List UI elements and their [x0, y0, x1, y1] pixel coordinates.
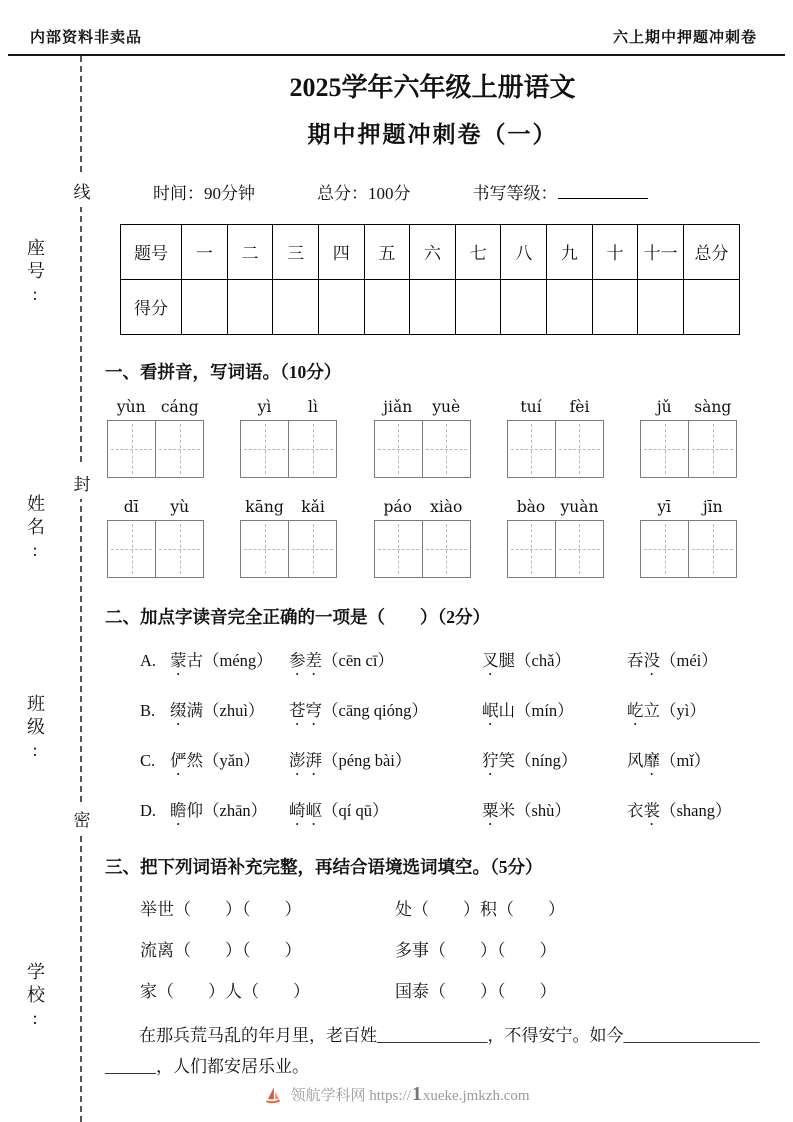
writing-grid-group: [240, 420, 337, 478]
header-left-text: 内部资料非卖品: [30, 30, 143, 46]
score-table-body: [121, 224, 740, 334]
score-cell-empty: [410, 279, 456, 334]
writing-grid-cell: [108, 521, 155, 577]
page-header: [30, 26, 757, 47]
choice-option-word: 苍穹（cāng qióng）: [289, 700, 428, 720]
page-number: 1: [411, 1083, 422, 1105]
writing-grid-cell: [508, 521, 555, 577]
writing-grid-group: [640, 520, 737, 578]
choice-option-word: 缀满（zhuì）: [170, 700, 265, 720]
choice-option-word: 叉腿（chǎ）: [482, 650, 571, 670]
pinyin-group: [107, 498, 204, 516]
choice-option-word: 吞没（méi）: [627, 650, 718, 670]
score-table-header-cell: 题号: [121, 224, 182, 279]
pinyin-syllable: dī: [123, 497, 139, 516]
pinyin-syllable: jīn: [702, 497, 723, 516]
choice-option-word: 崎岖（qí qū）: [289, 800, 389, 820]
pinyin-syllable: jǔ: [656, 397, 672, 416]
pinyin-row: [107, 498, 737, 516]
pinyin-syllable: xiào: [430, 497, 463, 516]
pinyin-group: [240, 498, 337, 516]
score-table-header-cell: 三: [273, 224, 319, 279]
writing-grid-cell: [688, 521, 736, 577]
fold-label-line: 线: [72, 174, 92, 207]
writing-grade-label: 书写等级：: [472, 183, 558, 203]
writing-grid-group: [640, 420, 737, 478]
fill-word-row: [140, 895, 760, 920]
fill-word-right: 处（ ）积（ ）: [395, 899, 565, 919]
pinyin-group: [507, 498, 604, 516]
pinyin-syllable: kāng: [245, 497, 284, 516]
choice-option-word: 参差（cēn cī）: [289, 650, 394, 670]
writing-grid-cell: [241, 421, 288, 477]
fill-word-row: [140, 977, 760, 1002]
header-right-text: 六上期中押题冲刺卷: [612, 30, 757, 46]
choice-option-word: 俨然（yǎn）: [170, 750, 260, 770]
fold-label-seal: 封: [72, 466, 92, 499]
choice-option-label: B.: [140, 700, 156, 720]
pinyin-group: [107, 398, 204, 416]
writing-grid-cell: [288, 521, 336, 577]
pinyin-group: [374, 498, 471, 516]
score-table-header-cell: 十一: [638, 224, 684, 279]
choice-option-word: 狞笑（níng）: [482, 750, 578, 770]
site-logo-icon: [263, 1085, 283, 1105]
score-table-header-cell: 总分: [684, 224, 740, 279]
choice-option-label: D.: [140, 800, 157, 820]
score-table-header-cell: 五: [364, 224, 410, 279]
header-divider: [8, 54, 785, 56]
score-table-header-cell: 八: [501, 224, 547, 279]
writing-grid-row: [107, 520, 737, 578]
writing-grid-cell: [155, 421, 203, 477]
writing-grade-blank: [558, 184, 648, 199]
footer-text-pre: 领航学科网 https://: [290, 1088, 411, 1104]
choice-option-label: C.: [140, 750, 156, 770]
writing-grid-cell: [555, 421, 603, 477]
score-cell-empty: [364, 279, 410, 334]
section1-heading: 一、看拼音，写词语。（10分）: [105, 361, 342, 382]
choice-option-word: 风靡（mǐ）: [627, 750, 711, 770]
pinyin-syllable: bào: [516, 497, 546, 516]
fill-word-right: 多事（ ）（ ）: [395, 940, 557, 960]
writing-grid-cell: [241, 521, 288, 577]
name-field: 姓名:: [25, 494, 45, 565]
pinyin-syllable: yì: [257, 397, 272, 416]
choice-option-row: [140, 697, 760, 729]
score-cell-empty: [638, 279, 684, 334]
choice-option-row: [140, 797, 760, 829]
choice-options: [105, 647, 760, 829]
writing-grid-cell: [288, 421, 336, 477]
pinyin-group: [374, 398, 471, 416]
score-cell-empty: [227, 279, 273, 334]
score-table-header-cell: 九: [547, 224, 593, 279]
pinyin-syllable: lì: [308, 397, 318, 416]
pinyin-group: [507, 398, 604, 416]
fill-word-left: 流离（ ）（ ）: [140, 940, 302, 960]
choice-option-word: 衣裳（shang）: [627, 800, 732, 820]
footer-text-post: xueke.jmkzh.com: [422, 1088, 530, 1104]
exam-title-line1: 2025学年六年级上册语文: [289, 73, 576, 102]
choice-option-word: 粟米（shù）: [482, 800, 571, 820]
writing-grid-cell: [422, 421, 470, 477]
score-table-score-row: [121, 279, 740, 334]
score-cell-empty: [182, 279, 228, 334]
pinyin-syllable: yuè: [432, 397, 461, 416]
choice-option-row: [140, 647, 760, 679]
score-cell-empty: [455, 279, 501, 334]
pinyin-syllable: sàng: [694, 397, 732, 416]
writing-grid-group: [240, 520, 337, 578]
writing-grid-group: [107, 420, 204, 478]
choice-option-word: 澎湃（péng bài）: [289, 750, 412, 770]
fill-word-row: [140, 936, 760, 961]
writing-grid-group: [374, 520, 471, 578]
writing-grid-group: [507, 420, 604, 478]
page-footer: [0, 1083, 793, 1106]
section2-heading: 二、加点字读音完全正确的一项是（ ）（2分）: [105, 606, 490, 627]
school-field: 学校:: [25, 962, 45, 1033]
writing-grid-cell: [555, 521, 603, 577]
pinyin-group: [640, 398, 737, 416]
choice-option-label: A.: [140, 650, 157, 670]
pinyin-group: [640, 498, 737, 516]
writing-grid-cell: [508, 421, 555, 477]
pinyin-syllable: kǎi: [301, 497, 325, 516]
score-cell-empty: [592, 279, 638, 334]
score-row-label: 得分: [121, 279, 182, 334]
score-table-header-cell: 一: [182, 224, 228, 279]
pinyin-syllable: yù: [170, 497, 190, 516]
choice-option-word: 屹立（yì）: [627, 700, 706, 720]
fill-word-left: 家（ ）人（ ）: [140, 981, 310, 1001]
context-paragraph: 在那兵荒马乱的年月里，老百姓_____________，不得安宁。如今______________________，人们都安居乐业。: [105, 1025, 760, 1077]
writing-grade: [473, 179, 648, 204]
pinyin-syllable: cáng: [160, 397, 199, 416]
writing-grid-row: [107, 420, 737, 478]
writing-grid-group: [107, 520, 204, 578]
exam-total-text: 总分：100分: [317, 183, 411, 203]
pinyin-syllable: fèi: [569, 397, 590, 416]
pinyin-syllable: yī: [657, 497, 672, 516]
score-table-header-cell: 二: [227, 224, 273, 279]
writing-grid-cell: [422, 521, 470, 577]
writing-grid-cell: [155, 521, 203, 577]
fold-dashed-line: [80, 56, 82, 1122]
score-cell-empty: [684, 279, 740, 334]
class-field: 班级:: [25, 694, 45, 765]
seat-number-field: 座号:: [25, 238, 45, 309]
score-table-header-cell: 四: [318, 224, 364, 279]
fill-word-left: 举世（ ）（ ）: [140, 899, 302, 919]
score-cell-empty: [273, 279, 319, 334]
exam-info-row: [105, 179, 760, 204]
score-cell-empty: [501, 279, 547, 334]
exam-title-line2: 期中押题冲刺卷（一）: [307, 122, 558, 148]
choice-option-word: 岷山（mín）: [482, 700, 574, 720]
footer-site-text: [290, 1083, 529, 1106]
pinyin-syllable: yuàn: [560, 497, 599, 516]
score-table-header-cell: 十: [592, 224, 638, 279]
pinyin-syllable: páo: [383, 497, 412, 516]
pinyin-syllable: tuí: [520, 397, 542, 416]
section3-heading: 三、把下列词语补充完整，再结合语境选词填空。（5分）: [105, 856, 543, 877]
score-cell-empty: [547, 279, 593, 334]
writing-grid-cell: [108, 421, 155, 477]
choice-option-word: 蒙古（méng）: [170, 650, 273, 670]
pinyin-row: [107, 398, 737, 416]
score-table-header-cell: 六: [410, 224, 456, 279]
fill-word-rows: [105, 895, 760, 1002]
exam-time-text: 时间：90分钟: [153, 183, 255, 203]
writing-grid-cell: [375, 421, 422, 477]
fold-label-secret: 密: [72, 802, 92, 835]
score-table-header-cell: 七: [455, 224, 501, 279]
writing-grid-group: [374, 420, 471, 478]
pinyin-grid-area: [105, 398, 760, 578]
writing-grid-cell: [641, 421, 688, 477]
score-table-header-row: [121, 224, 740, 279]
score-cell-empty: [318, 279, 364, 334]
writing-grid-cell: [375, 521, 422, 577]
choice-option-row: [140, 747, 760, 779]
pinyin-syllable: jiǎn: [383, 397, 413, 416]
fill-word-right: 国泰（ ）（ ）: [395, 981, 557, 1001]
writing-grid-cell: [688, 421, 736, 477]
choice-option-word: 瞻仰（zhān）: [170, 800, 268, 820]
pinyin-syllable: yùn: [116, 397, 146, 416]
content-column: [105, 62, 760, 1083]
score-table: [120, 224, 740, 335]
writing-grid-cell: [641, 521, 688, 577]
writing-grid-group: [507, 520, 604, 578]
pinyin-group: [240, 398, 337, 416]
